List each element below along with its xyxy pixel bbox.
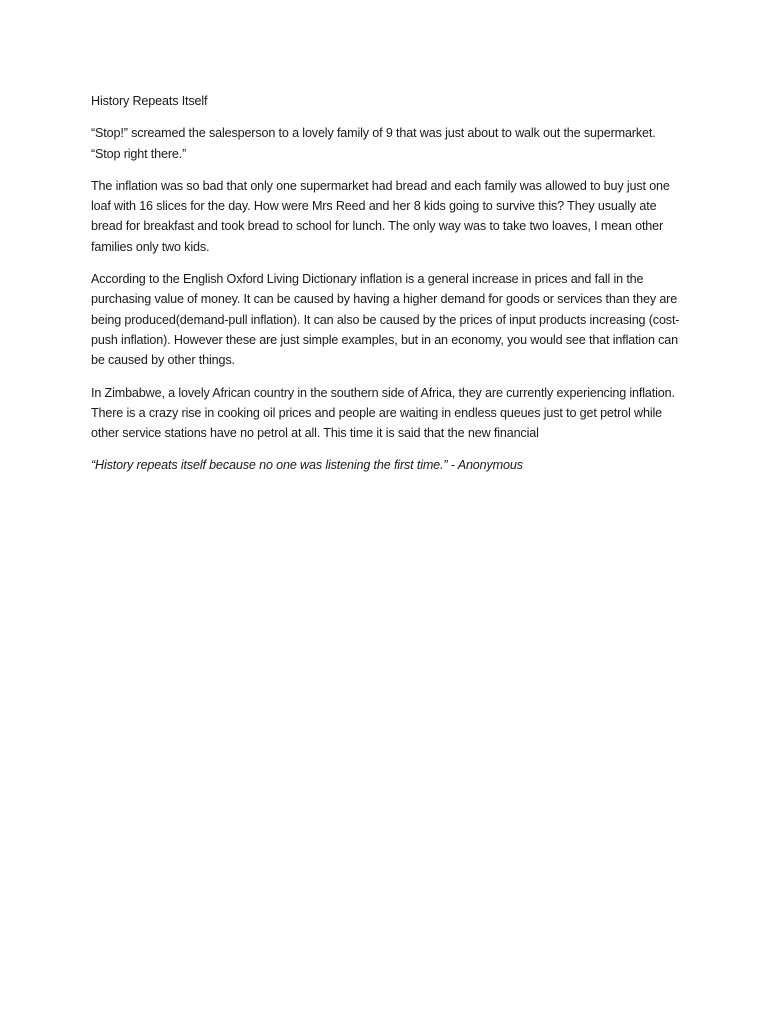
- closing-quote: “History repeats itself because no one was listening the first time.” - Anonymous: [91, 458, 523, 473]
- paragraph-definition: According to the English Oxford Living Dictionary inflation is a general increase in prices and fall in the purchasing value of money. It can be caused by having a higher demand for goods or services than they are being produced(demand-pull inflation). It can also be caused by the prices of input products increasing (cost-push inflation). However these are just simple examples, but in an economy, you would see that inflation can be caused by other things.: [91, 272, 680, 368]
- paragraph-bread: The inflation was so bad that only one supermarket had bread and each family was allowed to buy just one loaf with 16 slices for the day. How were Mrs Reed and her 8 kids going to survive this? They usually ate bread for breakfast and took bread to school for lunch. The only way was to take two loaves, I mean other families only two kids.: [91, 178, 670, 254]
- paragraph-stop: “Stop!” screamed the salesperson to a lovely family of 9 that was just about to walk out the supermarket. “Stop right there.”: [91, 126, 656, 161]
- document-title: History Repeats Itself: [91, 94, 208, 108]
- document-body: [91, 91, 687, 488]
- paragraph-zimbabwe: In Zimbabwe, a lovely African country in the southern side of Africa, they are currently experiencing inflation. There is a crazy rise in cooking oil prices and people are waiting in endless queues just to get petrol while other service stations have no petrol at all. This time it is said that the new financial: [91, 385, 675, 441]
